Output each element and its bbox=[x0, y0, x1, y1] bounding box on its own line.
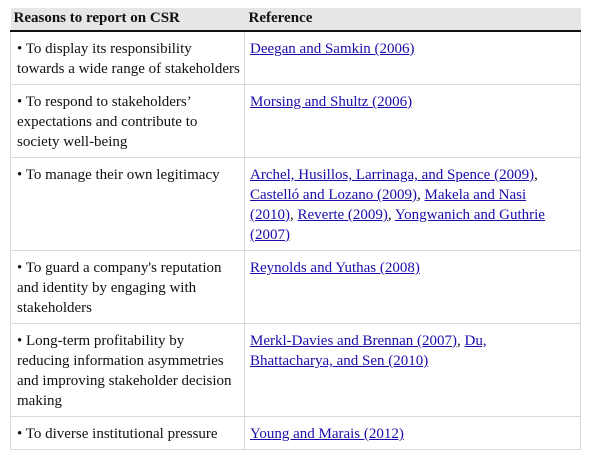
reference-cell bbox=[245, 324, 581, 417]
reference-link[interactable]: Reverte (2009) bbox=[297, 207, 388, 223]
reference-cell bbox=[245, 85, 581, 158]
reference-link[interactable]: Deegan and Samkin (2006) bbox=[250, 41, 415, 57]
csr-reasons-table-container bbox=[10, 8, 580, 450]
table-row bbox=[11, 251, 581, 324]
reference-separator: , bbox=[290, 207, 298, 223]
reference-link[interactable]: Makela and Nasi (2010) bbox=[250, 187, 527, 223]
header-reference: Reference bbox=[245, 8, 581, 31]
reference-link[interactable]: Archel, Husillos, Larrinaga, and Spence (2009) bbox=[250, 167, 535, 183]
reference-link[interactable]: Young and Marais (2012) bbox=[250, 426, 404, 442]
reference-link[interactable]: Merkl-Davies and Brennan (2007) bbox=[250, 333, 458, 349]
reference-link[interactable]: Reynolds and Yuthas (2008) bbox=[250, 260, 420, 276]
reference-cell bbox=[245, 31, 581, 85]
table-header-row bbox=[11, 8, 581, 31]
csr-reasons-table bbox=[10, 8, 581, 450]
table-row bbox=[11, 31, 581, 85]
reason-cell: • To manage their own legitimacy bbox=[11, 158, 245, 251]
reference-separator: , bbox=[457, 333, 465, 349]
reference-separator: , bbox=[417, 187, 425, 203]
reference-separator: , bbox=[534, 167, 538, 183]
table-row bbox=[11, 158, 581, 251]
reference-link[interactable]: Castelló and Lozano (2009) bbox=[250, 187, 418, 203]
reference-link[interactable]: Yongwanich and Guthrie (2007) bbox=[250, 207, 545, 243]
reference-link[interactable]: Morsing and Shultz (2006) bbox=[250, 94, 413, 110]
table-row bbox=[11, 85, 581, 158]
reason-cell: • To respond to stakeholders’ expectations and contribute to society well-being bbox=[11, 85, 245, 158]
header-reasons: Reasons to report on CSR bbox=[11, 8, 245, 31]
reason-cell: • To diverse institutional pressure bbox=[11, 417, 245, 450]
reference-link[interactable]: Du, Bhattacharya, and Sen (2010) bbox=[250, 333, 487, 369]
reason-cell: • To guard a company's reputation and identity by engaging with stakeholders bbox=[11, 251, 245, 324]
reason-cell: • Long-term profitability by reducing information asymmetries and improving stakeholder decision making bbox=[11, 324, 245, 417]
reference-cell bbox=[245, 251, 581, 324]
reference-separator: , bbox=[387, 207, 395, 223]
table-row bbox=[11, 417, 581, 450]
reference-cell bbox=[245, 417, 581, 450]
reference-cell bbox=[245, 158, 581, 251]
table-row bbox=[11, 324, 581, 417]
reason-cell: • To display its responsibility towards a wide range of stakeholders bbox=[11, 31, 245, 85]
